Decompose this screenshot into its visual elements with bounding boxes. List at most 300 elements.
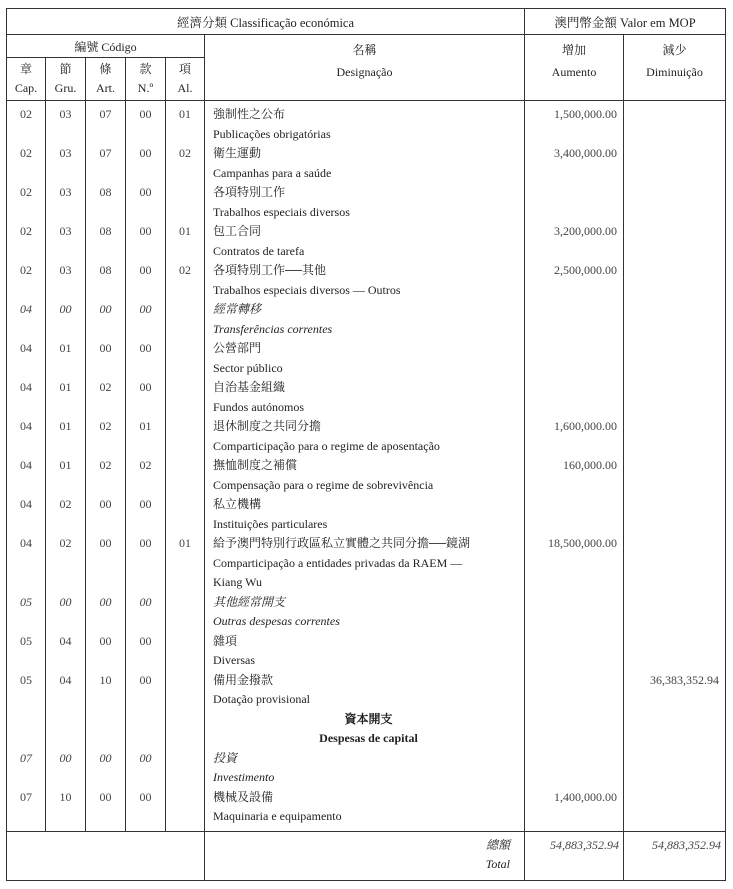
code-art bbox=[86, 105, 126, 144]
decrease-amount bbox=[624, 300, 726, 339]
code-value: 08 bbox=[99, 185, 112, 199]
designation-pt: Outras despesas correntes bbox=[213, 614, 340, 628]
designation-pt-cont: Kiang Wu bbox=[213, 575, 262, 589]
amount-value bbox=[624, 300, 719, 320]
amount-value bbox=[624, 495, 719, 515]
code-gru bbox=[46, 632, 86, 671]
code-al bbox=[166, 417, 205, 456]
code-col-al: 項 Al. bbox=[166, 58, 205, 101]
code-value bbox=[166, 495, 204, 515]
designation-zh: 各項特別工作 bbox=[213, 185, 286, 199]
code-gru bbox=[46, 456, 86, 495]
code-no bbox=[126, 749, 166, 788]
code-cap bbox=[7, 632, 46, 671]
total-label-zh: 總額 bbox=[485, 837, 510, 852]
code-no bbox=[126, 495, 166, 534]
table-row bbox=[7, 456, 726, 495]
code-value: 02 bbox=[99, 380, 112, 394]
amount-value bbox=[624, 105, 719, 125]
designation-pt: Fundos autónomos bbox=[213, 399, 305, 414]
code-art bbox=[86, 671, 126, 710]
code-al bbox=[166, 144, 205, 183]
table-row bbox=[7, 534, 726, 593]
designation-cell bbox=[205, 671, 525, 710]
amount-value bbox=[624, 378, 719, 398]
table-row bbox=[7, 417, 726, 456]
amount-value bbox=[525, 671, 617, 691]
code-value: 04 bbox=[20, 458, 32, 472]
increase-amount bbox=[525, 495, 624, 534]
table-row bbox=[7, 671, 726, 710]
code-value bbox=[166, 456, 204, 476]
decrease-amount bbox=[624, 456, 726, 495]
code-value: 07 bbox=[20, 750, 32, 765]
code-value: 00 bbox=[139, 633, 152, 648]
code-value: 02 bbox=[99, 419, 112, 433]
table-row bbox=[7, 300, 726, 339]
table-row bbox=[7, 144, 726, 183]
code-value bbox=[166, 183, 204, 203]
code-value: 01 bbox=[59, 380, 72, 394]
designation-pt: Sector público bbox=[213, 360, 283, 375]
code-al bbox=[166, 105, 205, 144]
code-value: 02 bbox=[20, 146, 32, 160]
code-value: 00 bbox=[99, 789, 112, 804]
amount-value bbox=[624, 749, 719, 769]
code-value: 10 bbox=[99, 672, 112, 687]
code-value: 00 bbox=[99, 594, 112, 609]
code-art bbox=[86, 144, 126, 183]
designation-header bbox=[205, 35, 525, 101]
total-row bbox=[7, 831, 726, 880]
code-al bbox=[166, 261, 205, 300]
decrease-amount bbox=[624, 788, 726, 827]
amount-value bbox=[624, 593, 719, 613]
code-gru bbox=[46, 593, 86, 632]
code-al bbox=[166, 495, 205, 534]
code-cap bbox=[7, 710, 46, 749]
code-no bbox=[126, 417, 166, 456]
amount-value: 3,400,000.00 bbox=[554, 146, 617, 160]
code-value: 00 bbox=[139, 380, 152, 394]
decrease-zh-label: 減少 bbox=[662, 43, 687, 57]
code-no bbox=[126, 534, 166, 593]
code-art bbox=[86, 495, 126, 534]
code-value: 04 bbox=[20, 419, 32, 433]
code-value bbox=[166, 417, 204, 437]
amount-value bbox=[624, 456, 719, 476]
code-value: 00 bbox=[99, 497, 112, 511]
code-art bbox=[86, 788, 126, 827]
amount-value: 36,383,352.94 bbox=[650, 672, 720, 687]
amount-value bbox=[525, 593, 617, 613]
code-value: 00 bbox=[99, 633, 112, 648]
code-value: 00 bbox=[139, 750, 152, 765]
designation-zh: 資本開支 bbox=[344, 711, 393, 726]
designation-zh: 投資 bbox=[213, 750, 238, 765]
code-cap bbox=[7, 417, 46, 456]
code-value: 02 bbox=[20, 263, 32, 277]
designation-zh: 給予澳門特別行政區私立實體之共同分擔──鏡湖 bbox=[213, 536, 471, 550]
table-row bbox=[7, 105, 726, 144]
increase-header bbox=[525, 35, 624, 101]
code-value: 02 bbox=[20, 107, 32, 121]
code-cap bbox=[7, 456, 46, 495]
amount-value: 160,000.00 bbox=[563, 458, 617, 472]
designation-zh: 雜項 bbox=[213, 633, 238, 648]
decrease-amount bbox=[624, 222, 726, 261]
code-cap bbox=[7, 495, 46, 534]
designation-zh: 退休制度之共同分擔 bbox=[213, 419, 322, 433]
designation-cell bbox=[205, 378, 525, 417]
code-cap bbox=[7, 671, 46, 710]
code-art bbox=[86, 183, 126, 222]
code-gru bbox=[46, 671, 86, 710]
code-cap bbox=[7, 339, 46, 378]
code-value: 00 bbox=[59, 302, 72, 316]
code-value: 08 bbox=[99, 263, 112, 277]
code-value: 10 bbox=[59, 789, 72, 804]
code-value bbox=[166, 671, 204, 691]
table-row bbox=[7, 632, 726, 671]
code-art bbox=[86, 300, 126, 339]
decrease-pt-label: Diminuição bbox=[646, 65, 703, 79]
currency-header: 澳門幣金額 Valor em MOP bbox=[525, 9, 726, 35]
code-value: 03 bbox=[59, 185, 72, 199]
code-art bbox=[86, 534, 126, 593]
amount-value bbox=[525, 749, 617, 769]
code-value: 05 bbox=[20, 633, 32, 648]
increase-amount bbox=[525, 300, 624, 339]
table-row bbox=[7, 495, 726, 534]
code-no bbox=[126, 671, 166, 710]
designation-pt-label: Designação bbox=[336, 65, 393, 79]
section-row bbox=[7, 710, 726, 749]
code-al bbox=[166, 632, 205, 671]
amount-value bbox=[525, 339, 617, 359]
decrease-amount bbox=[624, 671, 726, 710]
designation-cell bbox=[205, 261, 525, 300]
designation-zh: 備用金撥款 bbox=[213, 672, 274, 687]
table-row bbox=[7, 788, 726, 827]
designation-cell bbox=[205, 417, 525, 456]
designation-pt: Maquinaria e equipamento bbox=[213, 809, 342, 823]
code-art bbox=[86, 339, 126, 378]
code-gru bbox=[46, 378, 86, 417]
code-value: 04 bbox=[20, 302, 32, 316]
designation-zh: 其他經常開支 bbox=[213, 594, 286, 609]
code-value: 03 bbox=[59, 107, 72, 121]
increase-amount bbox=[525, 339, 624, 378]
code-value: 02 bbox=[59, 536, 72, 550]
code-col-no: 款 N.º bbox=[126, 58, 166, 101]
code-value: 04 bbox=[20, 380, 32, 394]
code-art bbox=[86, 456, 126, 495]
code-value: 07 bbox=[20, 789, 32, 804]
decrease-amount bbox=[624, 261, 726, 300]
designation-cell bbox=[205, 710, 525, 749]
designation-zh: 自治基金組織 bbox=[213, 380, 286, 394]
code-art bbox=[86, 417, 126, 456]
code-col-gru: 節 Gru. bbox=[46, 58, 86, 101]
code-value: 00 bbox=[139, 107, 152, 121]
total-increase: 54,883,352.94 bbox=[525, 831, 624, 880]
decrease-amount bbox=[624, 534, 726, 593]
code-art bbox=[86, 593, 126, 632]
code-al bbox=[166, 534, 205, 593]
code-cap bbox=[7, 788, 46, 827]
decrease-header bbox=[624, 35, 726, 101]
code-value: 01 bbox=[179, 107, 191, 121]
amount-value bbox=[624, 534, 719, 554]
amount-value bbox=[624, 632, 719, 652]
increase-amount bbox=[525, 378, 624, 417]
code-value: 02 bbox=[59, 497, 72, 511]
code-value: 03 bbox=[59, 146, 72, 160]
code-no bbox=[126, 144, 166, 183]
budget-rows bbox=[7, 101, 726, 832]
code-no bbox=[126, 456, 166, 495]
code-value: 00 bbox=[99, 536, 112, 550]
code-art bbox=[86, 710, 126, 749]
code-value: 00 bbox=[139, 224, 152, 238]
designation-cell bbox=[205, 534, 525, 593]
code-art bbox=[86, 261, 126, 300]
code-no bbox=[126, 378, 166, 417]
designation-cell bbox=[205, 749, 525, 788]
code-value: 04 bbox=[20, 497, 32, 511]
code-gru bbox=[46, 749, 86, 788]
code-value: 00 bbox=[139, 497, 152, 511]
designation-zh: 撫恤制度之補償 bbox=[213, 458, 298, 472]
code-cap bbox=[7, 144, 46, 183]
code-value: 02 bbox=[20, 224, 32, 238]
amount-value: 1,500,000.00 bbox=[554, 107, 617, 121]
amount-value bbox=[624, 788, 719, 808]
increase-amount bbox=[525, 749, 624, 788]
code-value: 02 bbox=[179, 146, 191, 160]
code-value: 00 bbox=[139, 263, 152, 277]
code-value: 00 bbox=[139, 536, 152, 550]
designation-cell bbox=[205, 495, 525, 534]
code-art bbox=[86, 378, 126, 417]
amount-value: 1,400,000.00 bbox=[554, 789, 617, 804]
designation-zh: 強制性之公布 bbox=[213, 107, 286, 121]
amount-value bbox=[624, 144, 719, 164]
designation-cell bbox=[205, 222, 525, 261]
amount-value: 2,500,000.00 bbox=[554, 263, 617, 277]
code-cap bbox=[7, 222, 46, 261]
code-al bbox=[166, 788, 205, 827]
designation-zh: 包工合同 bbox=[213, 224, 262, 238]
code-value: 00 bbox=[99, 302, 112, 316]
code-value: 04 bbox=[20, 536, 32, 550]
code-cap bbox=[7, 593, 46, 632]
table-row bbox=[7, 593, 726, 632]
designation-pt: Campanhas para a saúde bbox=[213, 165, 332, 180]
increase-zh-label: 增加 bbox=[561, 43, 586, 57]
total-label-pt: Total bbox=[485, 856, 510, 871]
amount-value bbox=[624, 222, 719, 242]
designation-cell bbox=[205, 105, 525, 144]
code-no bbox=[126, 339, 166, 378]
code-value bbox=[166, 300, 204, 320]
code-al bbox=[166, 456, 205, 495]
designation-cell bbox=[205, 339, 525, 378]
code-al bbox=[166, 183, 205, 222]
code-value: 08 bbox=[99, 224, 112, 238]
increase-amount bbox=[525, 671, 624, 710]
code-cap bbox=[7, 378, 46, 417]
code-no bbox=[126, 593, 166, 632]
code-cap bbox=[7, 534, 46, 593]
code-gru bbox=[46, 105, 86, 144]
code-value bbox=[166, 632, 204, 652]
code-value: 07 bbox=[99, 107, 112, 121]
table-row bbox=[7, 183, 726, 222]
designation-pt: Trabalhos especiais diversos — Outros bbox=[213, 282, 401, 297]
decrease-amount bbox=[624, 105, 726, 144]
code-value: 01 bbox=[179, 224, 191, 238]
amount-value: 18,500,000.00 bbox=[548, 536, 617, 550]
code-value: 01 bbox=[59, 419, 72, 433]
increase-amount bbox=[525, 788, 624, 827]
increase-amount bbox=[525, 417, 624, 456]
amount-value: 3,200,000.00 bbox=[554, 224, 617, 238]
amount-value bbox=[525, 300, 617, 320]
increase-amount bbox=[525, 456, 624, 495]
code-value: 00 bbox=[139, 341, 152, 355]
decrease-amount bbox=[624, 632, 726, 671]
table-row bbox=[7, 339, 726, 378]
code-value: 00 bbox=[139, 594, 152, 609]
designation-pt: Investimento bbox=[213, 770, 275, 784]
amount-value bbox=[624, 417, 719, 437]
designation-pt: Instituições particulares bbox=[213, 516, 328, 531]
designation-pt: Compensação para o regime de sobrevivência bbox=[213, 477, 434, 492]
code-value: 01 bbox=[59, 341, 72, 355]
code-value: 00 bbox=[139, 146, 152, 160]
code-no bbox=[126, 183, 166, 222]
table-row bbox=[7, 378, 726, 417]
code-gru bbox=[46, 261, 86, 300]
decrease-amount bbox=[624, 749, 726, 788]
code-gru bbox=[46, 222, 86, 261]
code-cap bbox=[7, 183, 46, 222]
decrease-amount bbox=[624, 495, 726, 534]
code-col-cap: 章 Cap. bbox=[7, 58, 46, 101]
code-no bbox=[126, 788, 166, 827]
code-gru bbox=[46, 417, 86, 456]
designation-pt: Contratos de tarefa bbox=[213, 243, 305, 258]
code-value: 00 bbox=[139, 789, 152, 804]
code-cap bbox=[7, 749, 46, 788]
code-no bbox=[126, 105, 166, 144]
designation-pt: Publicações obrigatórias bbox=[213, 126, 331, 141]
code-value: 05 bbox=[20, 594, 32, 609]
budget-table bbox=[6, 8, 726, 881]
designation-zh-label: 名稱 bbox=[352, 43, 377, 57]
designation-pt: Dotação provisional bbox=[213, 692, 310, 706]
designation-pt: Trabalhos especiais diversos bbox=[213, 204, 350, 219]
code-value bbox=[166, 788, 204, 808]
code-value: 04 bbox=[20, 341, 32, 355]
code-no bbox=[126, 710, 166, 749]
code-value: 02 bbox=[179, 263, 191, 277]
designation-pt: Diversas bbox=[213, 653, 255, 667]
code-value: 00 bbox=[99, 341, 112, 355]
decrease-amount bbox=[624, 417, 726, 456]
increase-amount bbox=[525, 105, 624, 144]
designation-cell bbox=[205, 632, 525, 671]
code-value: 00 bbox=[59, 750, 72, 765]
designation-cell bbox=[205, 300, 525, 339]
amount-value bbox=[624, 261, 719, 281]
decrease-amount bbox=[624, 339, 726, 378]
designation-pt: Comparticipação para o regime de aposentação bbox=[213, 438, 440, 453]
designation-pt: Despesas de capital bbox=[319, 731, 418, 745]
code-gru bbox=[46, 339, 86, 378]
code-al bbox=[166, 749, 205, 788]
code-al bbox=[166, 671, 205, 710]
decrease-amount bbox=[624, 144, 726, 183]
designation-cell bbox=[205, 183, 525, 222]
designation-zh: 私立機構 bbox=[213, 497, 262, 511]
amount-value bbox=[525, 632, 617, 652]
designation-zh: 各項特別工作──其他 bbox=[213, 263, 327, 277]
total-decrease: 54,883,352.94 bbox=[624, 831, 726, 880]
table-row bbox=[7, 222, 726, 261]
code-value bbox=[166, 593, 204, 613]
increase-amount bbox=[525, 144, 624, 183]
code-value: 00 bbox=[99, 750, 112, 765]
code-value: 00 bbox=[139, 302, 152, 316]
code-al bbox=[166, 222, 205, 261]
amount-value bbox=[525, 378, 617, 398]
code-value: 04 bbox=[59, 633, 72, 648]
code-art bbox=[86, 749, 126, 788]
designation-zh: 機械及設備 bbox=[213, 789, 274, 804]
table-row bbox=[7, 749, 726, 788]
code-gru bbox=[46, 300, 86, 339]
code-value: 00 bbox=[59, 594, 72, 609]
increase-amount bbox=[525, 534, 624, 593]
code-value: 02 bbox=[99, 458, 112, 472]
code-value: 00 bbox=[139, 672, 152, 687]
code-value: 02 bbox=[139, 458, 152, 472]
designation-zh: 經常轉移 bbox=[213, 302, 262, 316]
designation-cell bbox=[205, 456, 525, 495]
total-code-blank bbox=[7, 831, 205, 880]
designation-cell bbox=[205, 593, 525, 632]
designation-zh: 衛生運動 bbox=[213, 146, 262, 160]
amount-value bbox=[525, 183, 617, 203]
code-al bbox=[166, 339, 205, 378]
designation-zh: 公營部門 bbox=[213, 341, 262, 355]
code-value: 03 bbox=[59, 263, 72, 277]
code-value: 01 bbox=[59, 458, 72, 472]
code-gru bbox=[46, 183, 86, 222]
amount-value bbox=[624, 183, 719, 203]
code-value: 00 bbox=[139, 185, 152, 199]
increase-amount bbox=[525, 261, 624, 300]
code-col-art: 條 Art. bbox=[86, 58, 126, 101]
code-al bbox=[166, 300, 205, 339]
code-art bbox=[86, 632, 126, 671]
code-value: 07 bbox=[99, 146, 112, 160]
code-art bbox=[86, 222, 126, 261]
decrease-amount bbox=[624, 183, 726, 222]
